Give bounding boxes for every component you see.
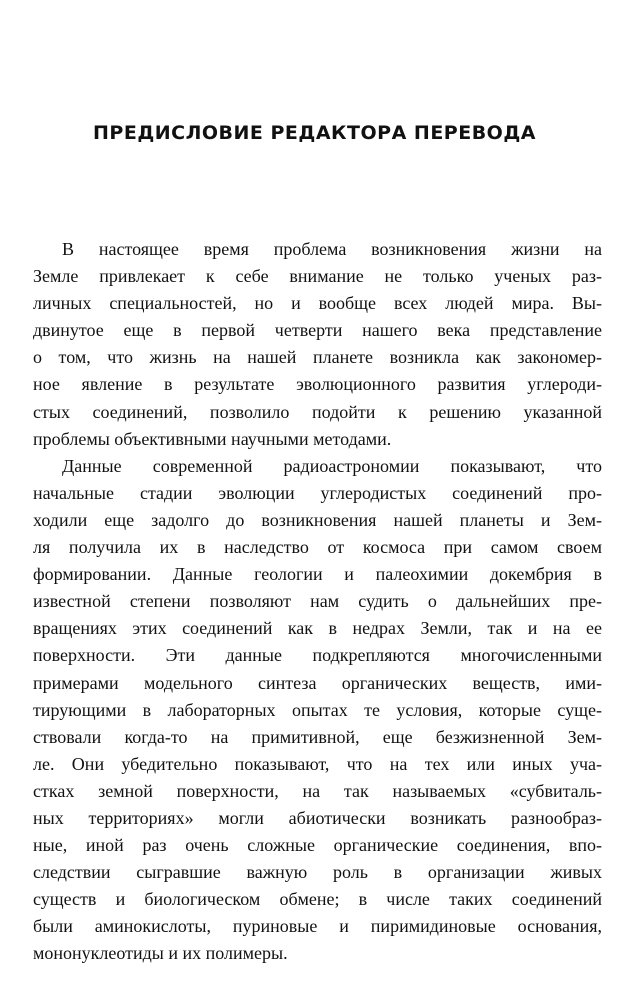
text-line: формировании. Данные геологии и палеохимии докембрия в bbox=[33, 564, 602, 585]
text-line: ходили еще задолго до возникновения нашей планеты и Зем- bbox=[33, 509, 602, 530]
text-line: следствии сыгравшие важную роль в организации живых bbox=[33, 862, 602, 883]
text-line: В настоящее время проблема возникновения жизни на bbox=[62, 239, 602, 259]
text-line: двинутое еще в первой четверти нашего века представление bbox=[33, 320, 602, 341]
text-line: личных специальностей, но и вообще всех людей мира. Вы- bbox=[33, 293, 602, 314]
text-line: ное явление в результате эволюционного развития углероди- bbox=[33, 374, 602, 395]
text-line: проблемы объективными научными методами. bbox=[33, 428, 392, 449]
text-line: ные, иной раз очень сложные органические соединения, впо- bbox=[33, 835, 602, 856]
text-line: начальные стадии эволюции углеродистых соединений про- bbox=[33, 482, 602, 503]
text-line: существ и биологическом обмене; в числе таких соединений bbox=[33, 889, 602, 910]
text-line: ля получила их в наследство от космоса при самом своем bbox=[33, 537, 602, 558]
text-line: стках земной поверхности, на так называемых «субвиталь- bbox=[33, 780, 602, 801]
text-line: стых соединений, позволило подойти к решению указанной bbox=[33, 401, 602, 422]
paragraph-1 bbox=[33, 236, 602, 453]
body-text bbox=[33, 236, 602, 968]
text-line: вращениях этих соединений как в недрах Земли, так и на ее bbox=[33, 618, 602, 639]
text-line: ных территориях» могли абиотически возникать разнообраз- bbox=[33, 807, 602, 828]
text-line: тирующими в лабораторных опытах те условия, которые суще- bbox=[33, 699, 602, 720]
text-line: ле. Они убедительно показывают, что на тех или иных уча- bbox=[33, 753, 602, 774]
text-line: ствовали когда-то на примитивной, еще безжизненной Зем- bbox=[33, 726, 602, 747]
paragraph-2 bbox=[33, 453, 602, 968]
text-line: известной степени позволяют нам судить о дальнейших пре- bbox=[33, 591, 602, 612]
text-line: о том, что жизнь на нашей планете возникла как закономер- bbox=[33, 347, 602, 368]
text-line: Земле привлекает к себе внимание не только ученых раз- bbox=[33, 266, 602, 287]
text-line: поверхности. Эти данные подкрепляются многочисленными bbox=[33, 645, 602, 666]
text-line: были аминокислоты, пуриновые и пиримидиновые основания, bbox=[33, 916, 602, 937]
text-line: Данные современной радиоастрономии показывают, что bbox=[62, 455, 602, 476]
text-line: примерами модельного синтеза органических веществ, ими- bbox=[33, 672, 602, 693]
text-line: мононуклеотиды и их полимеры. bbox=[33, 943, 288, 964]
page-title: ПРЕДИСЛОВИЕ РЕДАКТОРА ПЕРЕВОДА bbox=[93, 122, 536, 144]
